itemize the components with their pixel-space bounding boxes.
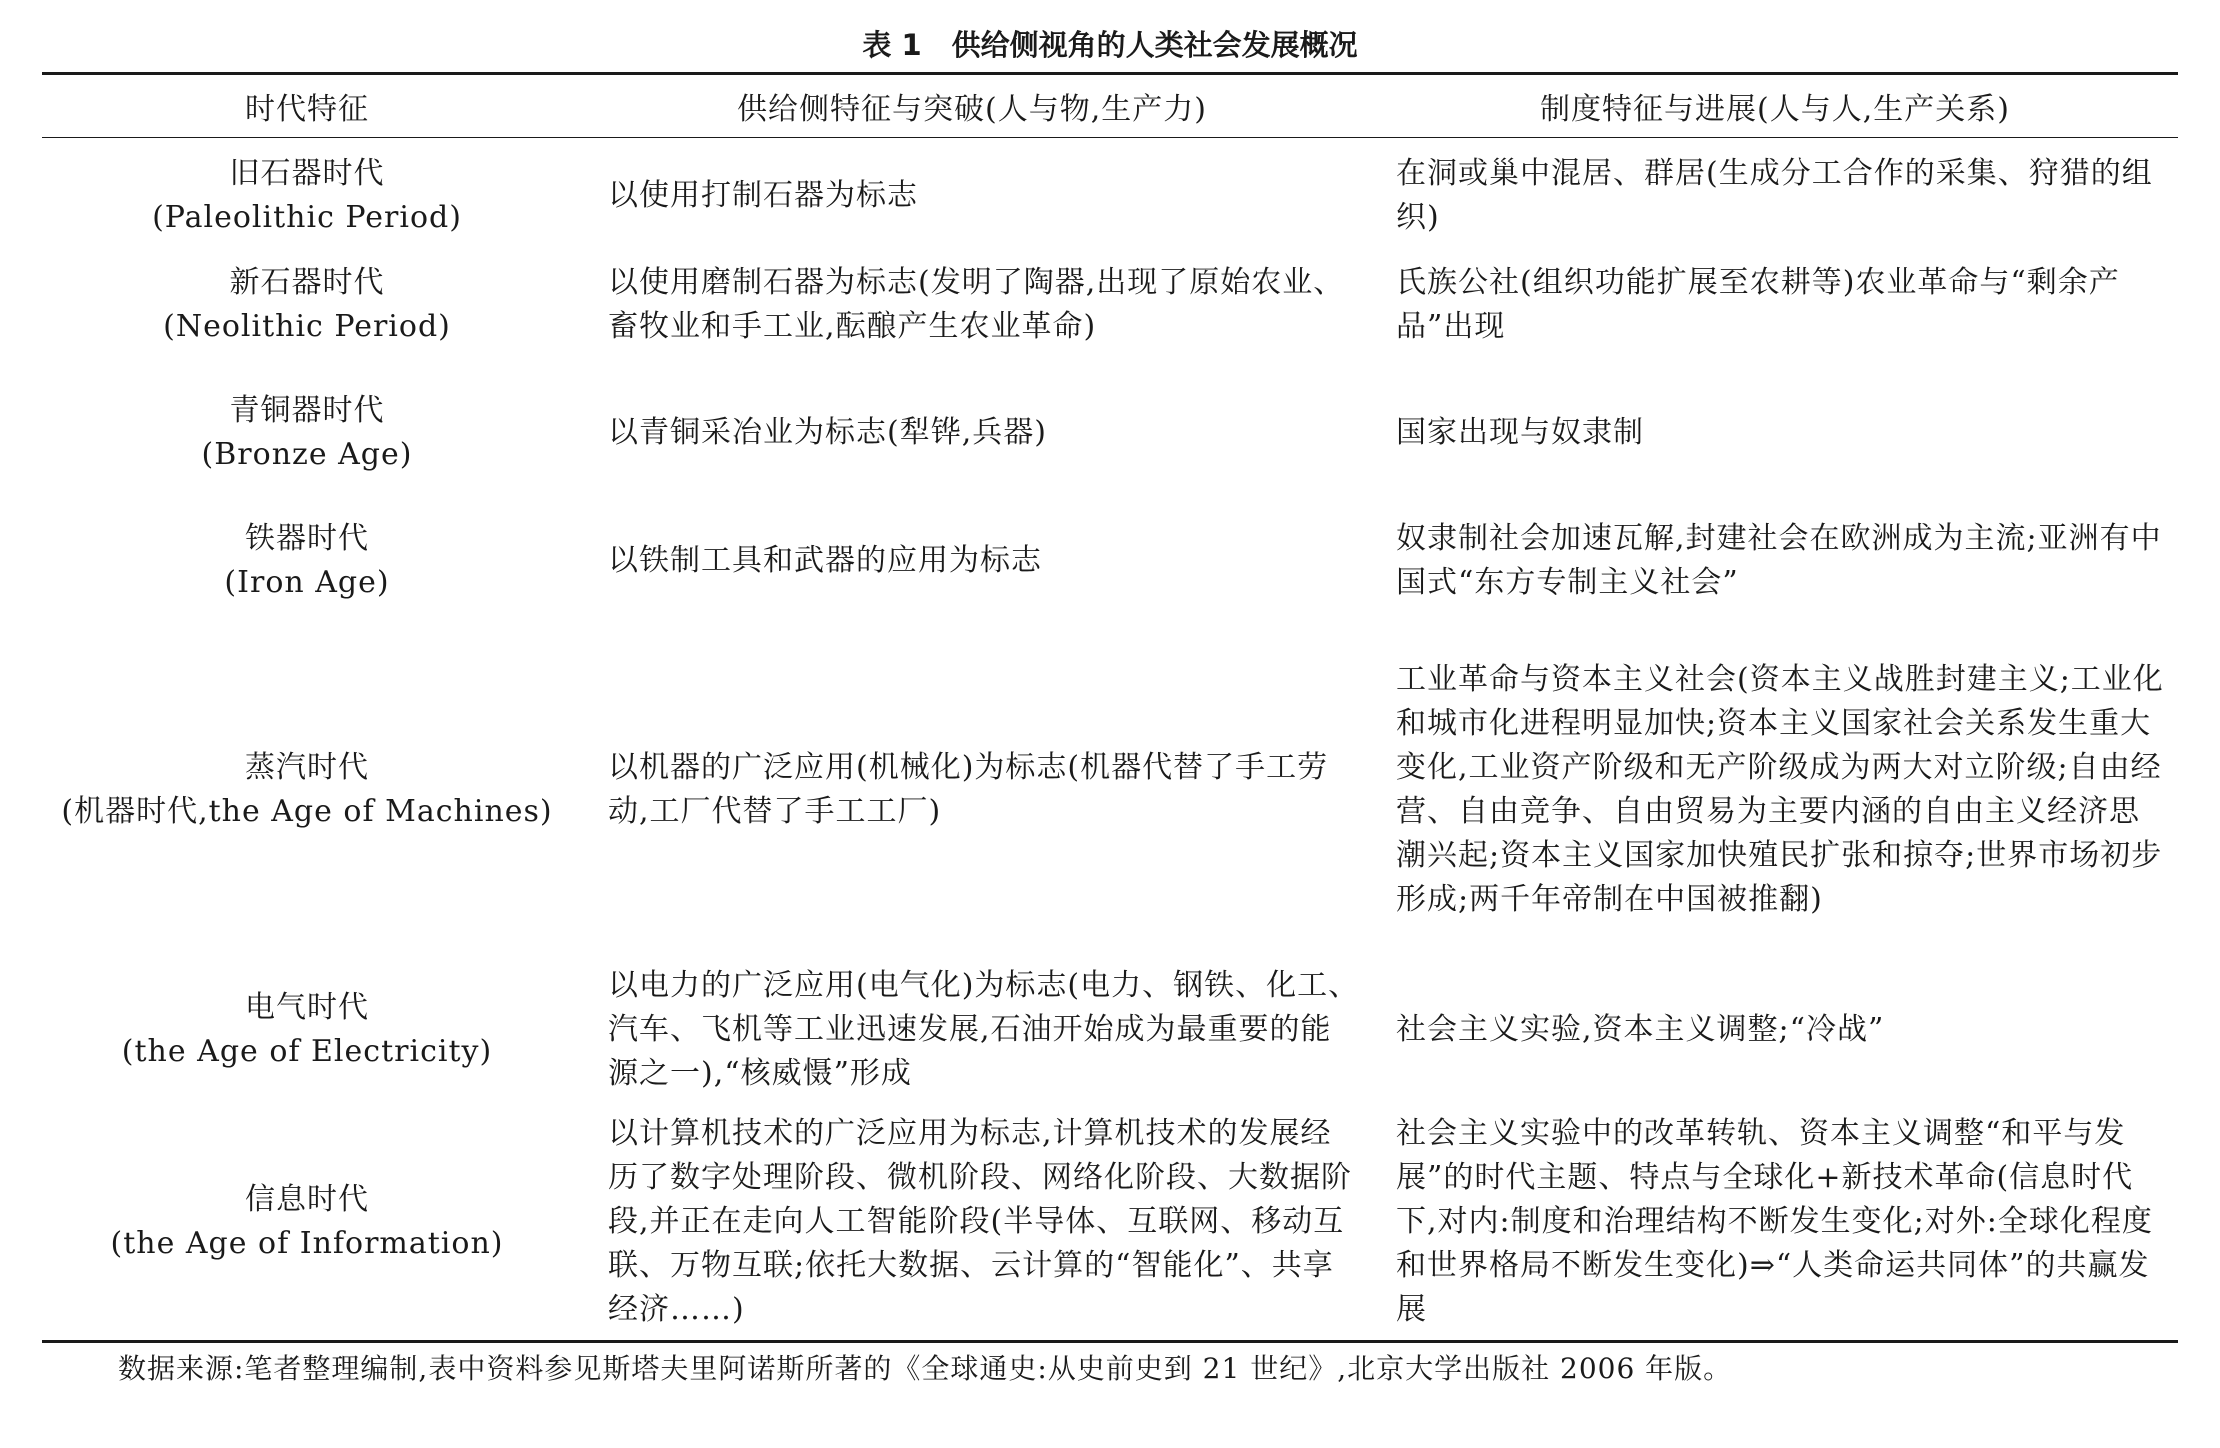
header-era: 时代特征 — [42, 74, 572, 138]
supply-cell: 以电力的广泛应用(电气化)为标志(电力、钢铁、化工、汽车、飞机等工业迅速发展,石油开始成为最重要的能源之一),“核威慑”形成 — [608, 968, 1360, 1091]
era-name-en: (Neolithic Period) — [163, 309, 451, 344]
era-cell — [42, 955, 572, 1105]
era-name-en: (the Age of Information) — [110, 1226, 504, 1262]
table-row — [42, 369, 2178, 497]
table-row — [42, 241, 2178, 369]
institution-cell: 奴隶制社会加速瓦解,封建社会在欧洲成为主流;亚洲有中国式“东方专制主义社会” — [1396, 521, 2162, 600]
supply-cell: 以铁制工具和武器的应用为标志 — [608, 543, 1042, 578]
source-note: 数据来源:笔者整理编制,表中资料参见斯塔夫里阿诺斯所著的《全球通史:从史前史到 21 世纪》,北京大学出版社 2006 年版。 — [118, 1351, 1733, 1385]
document-page — [42, 0, 2178, 1389]
supply-cell: 以青铜采冶业为标志(犁铧,兵器) — [608, 415, 1047, 450]
era-name-en: (Bronze Age) — [201, 437, 413, 472]
header-institution: 制度特征与进展(人与人,生产关系) — [1372, 74, 2178, 138]
supply-cell: 以计算机技术的广泛应用为标志,计算机技术的发展经历了数字处理阶段、微机阶段、网络化阶段、大数据阶段,并正在走向人工智能阶段(半导体、互联网、移动互联、万物互联;依托大数据、云计算的“智能化”、共享经济……) — [608, 1116, 1352, 1328]
supply-cell: 以使用磨制石器为标志(发明了陶器,出现了原始农业、畜牧业和手工业,酝酿产生农业革命) — [608, 265, 1345, 344]
era-name-cn: 旧石器时代 — [229, 156, 385, 191]
supply-cell: 以使用打制石器为标志 — [608, 178, 918, 213]
era-name-cn: 新石器时代 — [229, 265, 385, 300]
era-cell — [42, 497, 572, 625]
era-cell — [42, 369, 572, 497]
era-cell — [42, 241, 572, 369]
era-name-en: (Iron Age) — [224, 565, 390, 600]
era-name-cn: 信息时代 — [245, 1182, 369, 1218]
era-name-en: (the Age of Electricity) — [121, 1034, 493, 1069]
institution-cell: 社会主义实验中的改革转轨、资本主义调整“和平与发展”的时代主题、特点与全球化+新技术革命(信息时代下,对内:制度和治理结构不断发生变化;对外:全球化程度和世界格局不断发生变化)⇒“人类命运共同体”的共赢发展 — [1396, 1116, 2153, 1328]
era-name-en: (机器时代,the Age of Machines) — [61, 794, 553, 829]
table-row — [42, 1105, 2178, 1341]
institution-cell: 氏族公社(组织功能扩展至农耕等)农业革命与“剩余产品”出现 — [1396, 265, 2120, 344]
institution-cell: 工业革命与资本主义社会(资本主义战胜封建主义;工业化和城市化进程明显加快;资本主义国家社会关系发生重大变化,工业资产阶级和无产阶级成为两大对立阶级;自由经营、自由竞争、自由贸易为主要内涵的自由主义经济思潮兴起;资本主义国家加快殖民扩张和掠夺;世界市场初步形成;两千年帝制在中国被推翻) — [1396, 662, 2164, 917]
institution-cell: 社会主义实验,资本主义调整;“冷战” — [1396, 1012, 1885, 1047]
table-title: 供给侧视角的人类社会发展概况 — [951, 28, 1358, 62]
supply-cell: 以机器的广泛应用(机械化)为标志(机器代替了手工劳动,工厂代替了手工工厂) — [608, 750, 1329, 829]
table-number: 表 1 — [862, 28, 922, 62]
development-table — [42, 72, 2178, 1343]
table-row — [42, 497, 2178, 625]
era-name-cn: 青铜器时代 — [229, 393, 385, 428]
header-row — [42, 74, 2178, 138]
header-supply: 供给侧特征与突破(人与物,生产力) — [572, 74, 1372, 138]
era-name-cn: 铁器时代 — [245, 521, 369, 556]
era-name-en: (Paleolithic Period) — [152, 200, 462, 235]
table-row — [42, 625, 2178, 955]
table-row — [42, 138, 2178, 242]
era-cell — [42, 625, 572, 955]
era-cell — [42, 1105, 572, 1341]
era-name-cn: 蒸汽时代 — [245, 750, 369, 785]
era-name-cn: 电气时代 — [245, 990, 369, 1025]
table-caption — [42, 0, 2178, 68]
institution-cell: 在洞或巢中混居、群居(生成分工合作的采集、狩猎的组织) — [1396, 156, 2153, 235]
institution-cell: 国家出现与奴隶制 — [1396, 415, 1644, 450]
era-cell — [42, 138, 572, 242]
table-row — [42, 955, 2178, 1105]
